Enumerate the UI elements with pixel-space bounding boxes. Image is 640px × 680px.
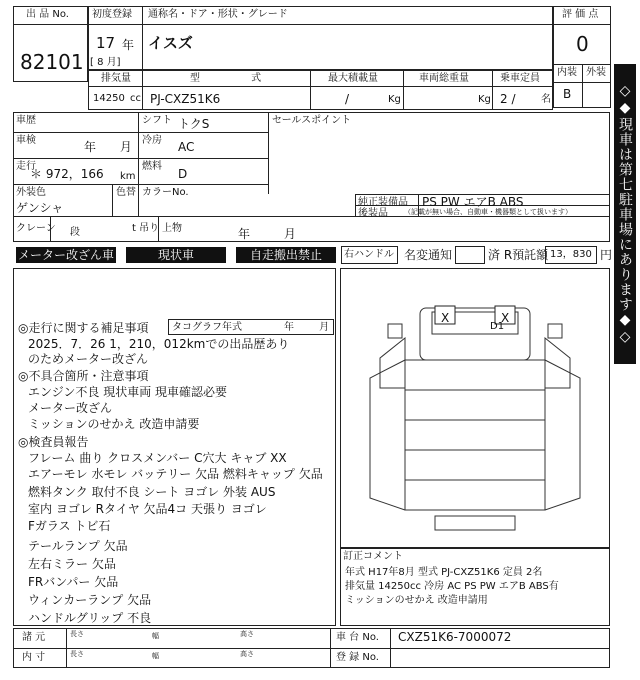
correction-line-3: ミッションのせかえ 改造申請用	[345, 595, 488, 606]
hoist-label: t 吊り	[132, 223, 160, 234]
crane-unit: 段	[70, 227, 80, 238]
yen-label: 円	[600, 248, 613, 262]
side-note-text: ◇◆現車は第七駐車場にあります◆◇	[617, 82, 633, 346]
color-no-label: カラーNo.	[142, 187, 189, 198]
equipment-label: 純正装備品	[358, 197, 408, 208]
right-hand-label: 右ハンドル	[344, 249, 394, 260]
color-label: 外装色	[16, 187, 46, 198]
recycle-label: 済 R預託額	[488, 248, 549, 262]
displacement-value: 14250	[93, 93, 125, 104]
inspector-line-9: ウィンカーランプ 欠品	[28, 593, 152, 607]
side-note	[614, 64, 636, 364]
fuel-value: D	[178, 167, 188, 181]
name-label: 通称名・ドア・形状・グレード	[148, 9, 288, 20]
inspection-value: 年 月	[84, 140, 132, 154]
gross-weight-unit: Kg	[478, 94, 491, 105]
left-door	[380, 338, 405, 388]
right-door	[545, 338, 570, 388]
supplement-line-1: 2025．7．26 1，210，012kmでの出品歴あり	[28, 337, 290, 351]
inspector-line-5: Fガラス トビ石	[28, 519, 111, 533]
model-label: 型 式	[190, 73, 286, 84]
cargo-bed	[405, 360, 545, 510]
length-label-2: 長さ	[70, 650, 84, 658]
max-load-label: 最大積載量	[328, 73, 378, 84]
supplement-title: ◎走行に関する補足事項	[18, 321, 149, 335]
defect-line-2: メーター改ざん	[28, 401, 113, 415]
displacement-label: 排気量	[101, 73, 131, 84]
diagram-mark-1: X	[441, 311, 450, 325]
aftermarket-label: 後装品	[358, 208, 388, 219]
capacity-label: 乗車定員	[500, 73, 540, 84]
recycle-amount: 13，830	[550, 249, 592, 260]
reg-label: 登 録 No.	[336, 652, 379, 663]
right-panel	[545, 360, 580, 510]
upper-label: 上物	[162, 223, 182, 234]
capacity-value: 2 /	[500, 92, 516, 106]
mileage-value: ＊ 972，166	[30, 167, 104, 181]
capacity-unit: 名	[541, 94, 551, 105]
color-value: ゲンシャ	[16, 201, 64, 215]
maker-name: イスズ	[148, 34, 193, 52]
lot-number: 82101	[20, 50, 84, 74]
name-change-box	[455, 246, 485, 264]
inspector-line-3: 燃料タンク 取付不良 シート ヨゴレ 外装 AUS	[28, 485, 276, 499]
max-load-value: /	[345, 92, 350, 106]
supplement-line-2: のためメーター改ざん	[28, 352, 149, 366]
sales-point-label: セールスポイント	[272, 115, 352, 126]
tacho-label: タコグラフ年式	[172, 322, 242, 333]
inner-label: 内 寸	[22, 652, 46, 663]
name-change-label: 名変通知	[404, 248, 453, 262]
height-label-1: 高さ	[240, 630, 254, 638]
model-value: PJ-CXZ51K6	[150, 92, 221, 106]
correction-line-1: 年式 H17年8月 型式 PJ-CXZ51K6 定員 2名	[345, 567, 543, 578]
history-label: 車歴	[16, 115, 36, 126]
shift-value: トクS	[178, 117, 210, 131]
aftermarket-note: （記載が無い場合、自動車・機器類として扱います）	[404, 208, 572, 216]
first-reg-label: 初度登録	[92, 9, 132, 20]
left-mirror	[388, 324, 402, 338]
inspector-line-7: 左右ミラー 欠品	[28, 557, 116, 571]
rear-bumper	[435, 516, 515, 530]
crane-label: クレーン	[16, 223, 56, 234]
ac-value: AC	[178, 140, 195, 154]
fuel-label: 燃料	[142, 161, 162, 172]
length-label-1: 長さ	[70, 630, 84, 638]
tacho-value: 年 月	[284, 322, 330, 333]
diagram-mark-3: D1	[490, 321, 505, 332]
width-label-2: 幅	[152, 652, 159, 660]
mileage-unit: km	[120, 171, 136, 182]
truck-diagram	[340, 268, 610, 548]
correction-line-2: 排気量 14250cc 冷房 AC PS PW エアB ABS有	[345, 581, 559, 592]
score-label: 評 価 点	[562, 9, 599, 20]
mileage-label: 走行	[16, 161, 36, 172]
ac-label: 冷房	[142, 135, 162, 146]
displacement-unit: cc	[130, 93, 141, 104]
inspector-line-10: ハンドルグリップ 不良	[28, 611, 152, 625]
year-unit: 年	[122, 38, 135, 52]
max-load-unit: Kg	[388, 94, 401, 105]
gross-weight-label: 車両総重量	[419, 73, 469, 84]
color-change-label: 色替	[116, 187, 136, 198]
inspection-label: 車検	[16, 135, 36, 146]
shift-label: シフト	[142, 115, 172, 126]
tampered-badge: メーター改ざん車	[17, 248, 114, 262]
defect-title: ◎不具合箇所・注意事項	[18, 369, 149, 383]
as-is-badge: 現状車	[126, 247, 226, 263]
inspector-line-2: エアーモレ 水モレ バッテリー 欠品 燃料キャップ 欠品	[28, 467, 323, 481]
correction-title: 訂正コメント	[343, 551, 403, 562]
inspector-line-8: FRバンパー 欠品	[28, 575, 119, 589]
chassis-label: 車 台 No.	[336, 632, 379, 643]
left-panel	[370, 360, 405, 510]
year-value: 17	[96, 34, 116, 52]
inspector-title: ◎検査員報告	[18, 435, 89, 449]
interior-label: 内装	[557, 67, 577, 78]
defect-line-1: エンジン不良 現状車両 現車確認必要	[28, 385, 228, 399]
lot-label: 出 品 No.	[26, 9, 69, 20]
month-value: [ 8 月]	[90, 57, 121, 68]
diagram-mark-2: X	[501, 311, 510, 325]
right-mirror	[548, 324, 562, 338]
interior-value: B	[563, 87, 572, 101]
inspector-line-6: テールランプ 欠品	[28, 539, 128, 553]
equipment-value: PS PW エアB ABS	[422, 195, 524, 209]
dims-label: 諸 元	[22, 632, 46, 643]
upper-value: 年 月	[238, 227, 296, 241]
defect-line-3: ミッションのせかえ 改造申請要	[28, 417, 200, 431]
self-drive-badge: 自走搬出禁止	[236, 247, 336, 263]
score-value: 0	[576, 32, 589, 56]
exterior-label: 外装	[586, 67, 606, 78]
width-label-1: 幅	[152, 632, 159, 640]
chassis-number: CXZ51K6-7000072	[398, 630, 512, 644]
height-label-2: 高さ	[240, 650, 254, 658]
inspector-line-4: 室内 ヨゴレ Rタイヤ 欠品4コ 天張り ヨゴレ	[28, 502, 267, 516]
inspector-line-1: フレーム 曲り クロスメンバー C穴大 キャブ XX	[28, 451, 287, 465]
